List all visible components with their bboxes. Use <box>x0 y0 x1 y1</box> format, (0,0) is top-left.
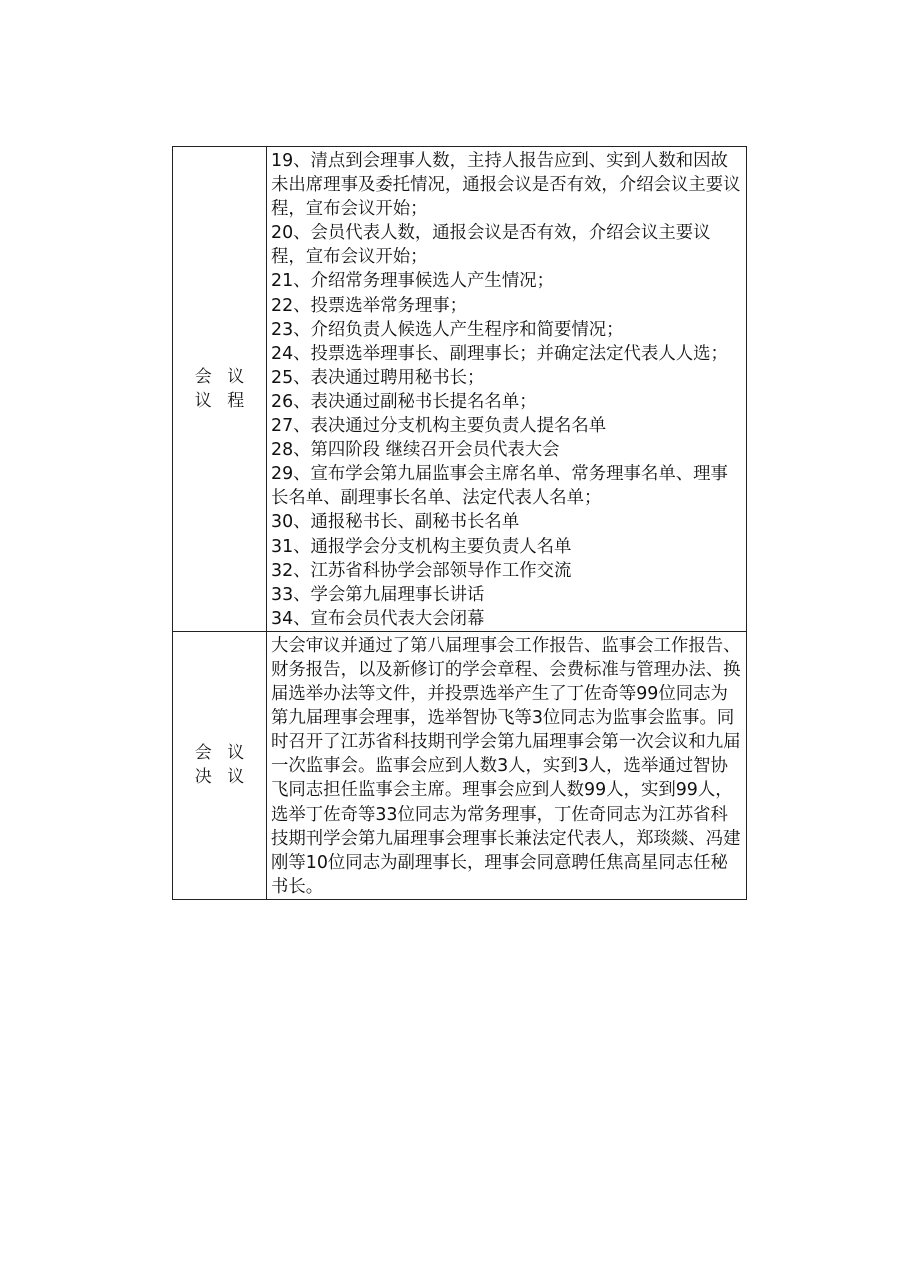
meeting-record-table <box>172 146 747 900</box>
agenda-item: 20、会员代表人数，通报会议是否有效，介绍会议主要议程，宣布会议开始； <box>271 223 711 268</box>
agenda-content-cell <box>267 147 747 632</box>
agenda-row <box>173 147 747 632</box>
agenda-label-line2: 议 程 <box>194 390 250 411</box>
agenda-item: 19、清点到会理事人数，主持人报告应到、实到人数和因故未出席理事及委托情况，通报会议是否有效，介绍会议主要议程，宣布会议开始； <box>271 151 741 220</box>
agenda-item: 23、介绍负责人候选人产生程序和简要情况； <box>271 319 624 340</box>
agenda-item: 22、投票选举常务理事； <box>271 295 468 316</box>
agenda-item: 24、投票选举理事长、副理事长；并确定法定代表人人选； <box>271 343 728 364</box>
resolution-text: 大会审议并通过了第八届理事会工作报告、监事会工作报告、财务报告，以及新修订的学会章程、会费标准与管理办法、换届选举办法等文件，并投票选举产生了丁佐奇等99位同志为第九届理事会理事，选举智协飞等3位同志为监事会监事。同时召开了江苏省科技期刊学会第九届理事会第一次会议和九届一次监事会。监事会应到人数3人，实到3人，选举通过智协飞同志担任监事会主席。理事会应到人数99人，实到99人，选举丁佐奇等33位同志为常务理事，丁佐奇同志为江苏省科技期刊学会第九届理事会理事长兼法定代表人，郑琰燚、冯建刚等10位同志为副理事长，理事会同意聘任焦高星同志任秘书长。 <box>271 635 741 897</box>
resolution-label-cell <box>173 631 267 899</box>
agenda-label-cell <box>173 147 267 632</box>
agenda-item: 21、介绍常务理事候选人产生情况； <box>271 271 554 292</box>
agenda-item: 30、通报秘书长、副秘书长名单 <box>271 512 520 533</box>
agenda-item: 33、学会第九届理事长讲话 <box>271 584 485 605</box>
resolution-label-line2: 决 议 <box>194 767 250 788</box>
agenda-label-line1: 会 议 <box>194 366 250 387</box>
agenda-item: 29、宣布学会第九届监事会主席名单、常务理事名单、理事长名单、副理事长名单、法定代表人名单； <box>271 464 728 509</box>
agenda-item: 27、表决通过分支机构主要负责人提名名单 <box>271 416 607 437</box>
agenda-item: 26、表决通过副秘书长提名名单； <box>271 391 537 412</box>
agenda-item: 28、第四阶段 继续召开会员代表大会 <box>271 440 560 461</box>
resolution-row <box>173 631 747 899</box>
resolution-content-cell <box>267 631 747 899</box>
agenda-item: 34、宣布会员代表大会闭幕 <box>271 608 485 629</box>
agenda-item: 31、通报学会分支机构主要负责人名单 <box>271 536 572 557</box>
agenda-item: 25、表决通过聘用秘书长； <box>271 367 485 388</box>
agenda-item: 32、江苏省科协学会部领导作工作交流 <box>271 560 572 581</box>
resolution-label-line1: 会 议 <box>194 743 250 764</box>
